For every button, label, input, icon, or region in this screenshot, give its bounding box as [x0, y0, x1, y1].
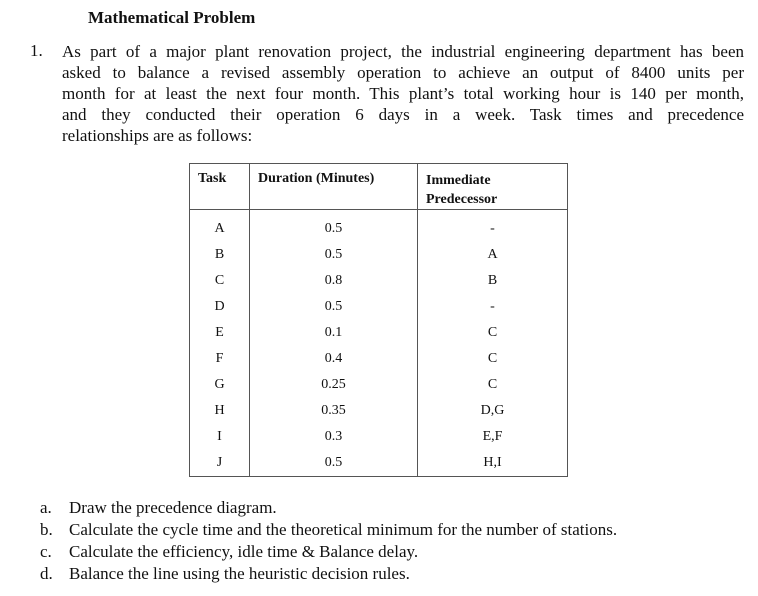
table-row [190, 372, 568, 398]
part-item [40, 541, 617, 563]
cell-task: F [190, 346, 250, 372]
cell-predecessor: - [418, 210, 568, 243]
cell-task: E [190, 320, 250, 346]
header-predecessor [418, 164, 568, 210]
table-row [190, 398, 568, 424]
question-line: relationships are as follows: [62, 126, 253, 145]
question-parts [40, 497, 617, 585]
cell-predecessor: B [418, 268, 568, 294]
cell-task: D [190, 294, 250, 320]
cell-predecessor: C [418, 320, 568, 346]
cell-task: H [190, 398, 250, 424]
part-item [40, 519, 617, 541]
table-row [190, 450, 568, 477]
question-line: month for at least the next four month. This plant’s total working hour is 140 per month, [62, 84, 744, 103]
part-item [40, 497, 617, 519]
cell-task: A [190, 210, 250, 243]
cell-duration: 0.25 [250, 372, 418, 398]
table-row [190, 346, 568, 372]
header-duration: Duration (Minutes) [250, 164, 418, 210]
cell-task: I [190, 424, 250, 450]
part-letter: c. [40, 542, 52, 561]
cell-predecessor: E,F [418, 424, 568, 450]
cell-predecessor: C [418, 346, 568, 372]
document-heading: Mathematical Problem [88, 8, 256, 27]
cell-duration: 0.5 [250, 450, 418, 477]
header-predecessor-label: Immediate Predecessor [426, 173, 498, 207]
part-text: Balance the line using the heuristic decision rules. [69, 564, 410, 583]
cell-duration: 0.8 [250, 268, 418, 294]
part-text: Calculate the cycle time and the theoretical minimum for the number of stations. [69, 520, 618, 539]
question-text [62, 41, 744, 146]
cell-task: B [190, 242, 250, 268]
question-number: 1. [30, 41, 43, 60]
cell-predecessor: C [418, 372, 568, 398]
cell-predecessor: - [418, 294, 568, 320]
cell-duration: 0.4 [250, 346, 418, 372]
part-letter: a. [40, 498, 52, 517]
table-header-row [190, 164, 568, 210]
question-line: As part of a major plant renovation project, the industrial engineering department has been [62, 42, 744, 61]
cell-duration: 0.35 [250, 398, 418, 424]
cell-duration: 0.5 [250, 294, 418, 320]
table-row [190, 424, 568, 450]
header-task: Task [190, 164, 250, 210]
part-text: Draw the precedence diagram. [69, 498, 277, 517]
cell-duration: 0.5 [250, 210, 418, 243]
question-line: and they conducted their operation 6 days in a week. Task times and precedence [62, 105, 744, 124]
cell-task: J [190, 450, 250, 477]
table-row [190, 320, 568, 346]
part-text: Calculate the efficiency, idle time & Balance delay. [69, 542, 419, 561]
question-line: asked to balance a revised assembly operation to achieve an output of 8400 units per [62, 63, 744, 82]
cell-predecessor: A [418, 242, 568, 268]
table-row [190, 242, 568, 268]
part-letter: b. [40, 520, 53, 539]
table-row [190, 268, 568, 294]
task-table [189, 163, 568, 477]
cell-task: G [190, 372, 250, 398]
part-letter: d. [40, 564, 53, 583]
part-item [40, 563, 617, 585]
table-row [190, 210, 568, 243]
cell-task: C [190, 268, 250, 294]
cell-predecessor: D,G [418, 398, 568, 424]
table-row [190, 294, 568, 320]
cell-predecessor: H,I [418, 450, 568, 477]
cell-duration: 0.1 [250, 320, 418, 346]
cell-duration: 0.5 [250, 242, 418, 268]
cell-duration: 0.3 [250, 424, 418, 450]
